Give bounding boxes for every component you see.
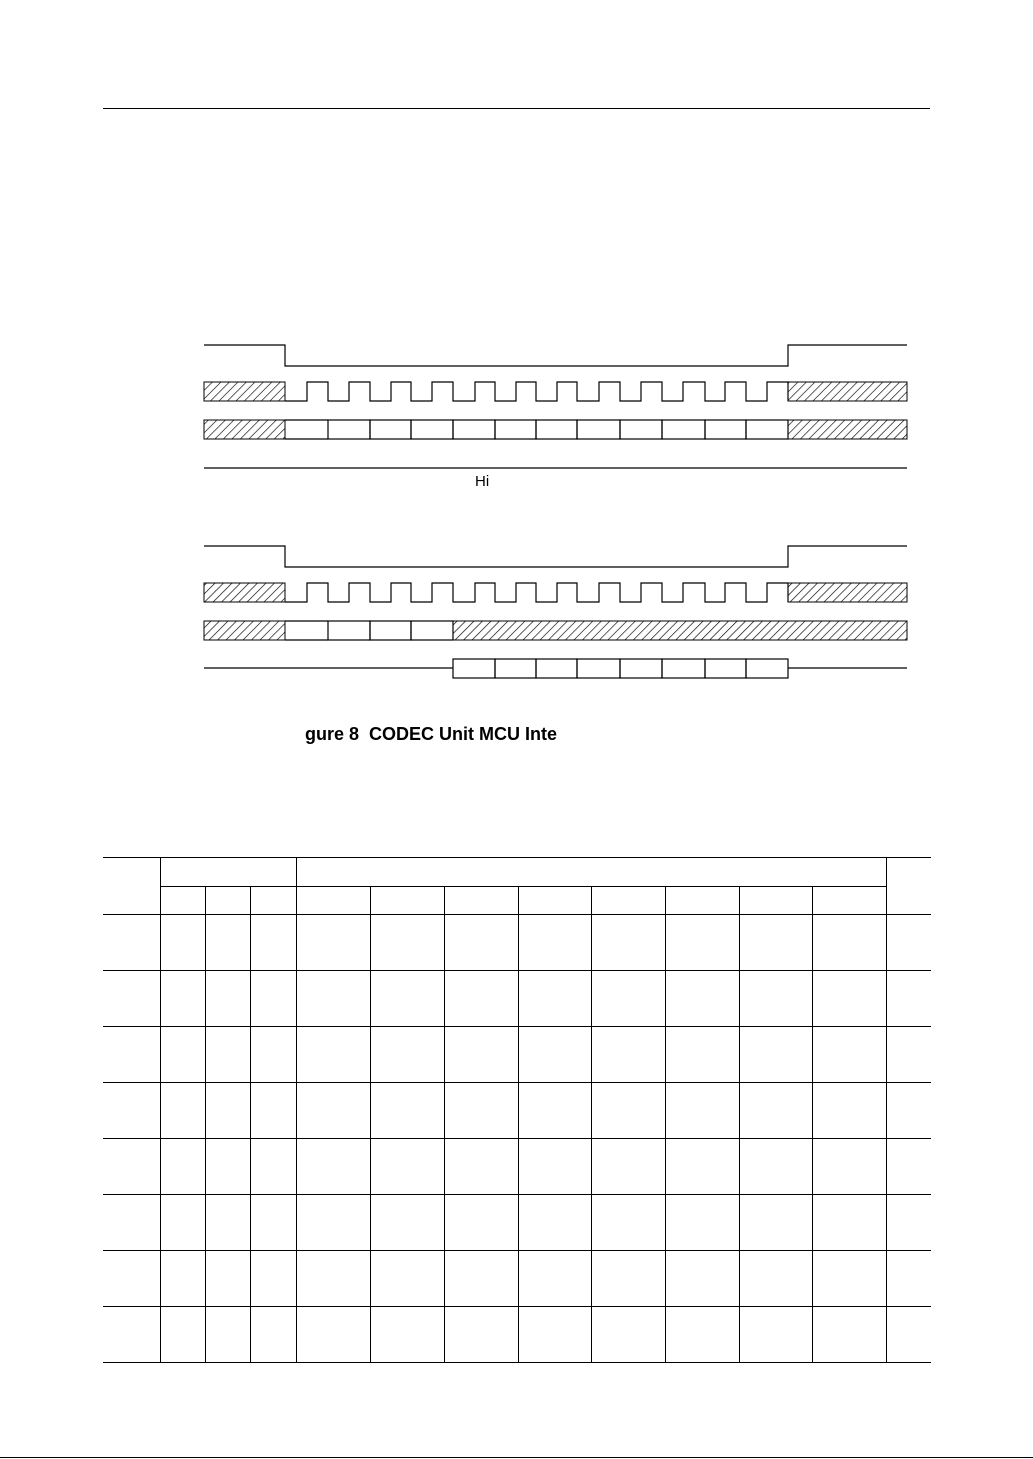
data-bit-write-10	[746, 420, 788, 439]
column-header	[518, 887, 591, 915]
header-group-2	[296, 858, 886, 887]
table-cell	[296, 1195, 370, 1251]
table-cell	[665, 971, 739, 1027]
table-cell	[886, 915, 931, 971]
table-cell	[250, 971, 296, 1027]
output-bit-read-3	[577, 659, 620, 678]
table-cell	[160, 971, 205, 1027]
data-bit-write-6	[577, 420, 620, 439]
table-cell	[444, 971, 518, 1027]
data-bit-write-2	[411, 420, 453, 439]
table-cell	[518, 1195, 591, 1251]
table-cell	[518, 1083, 591, 1139]
table-cell	[296, 1083, 370, 1139]
clk-hatch-right-write	[788, 382, 907, 401]
table-cell	[444, 1307, 518, 1363]
table-cell	[739, 1083, 812, 1139]
table-cell	[739, 1195, 812, 1251]
table-cell	[205, 971, 250, 1027]
output-bit-read-4	[620, 659, 662, 678]
data-bits-read	[328, 621, 453, 640]
table-cell	[205, 1027, 250, 1083]
cs-signal-read	[204, 546, 907, 567]
column-header	[296, 887, 370, 915]
table-row	[103, 971, 931, 1027]
table-cell	[250, 1083, 296, 1139]
table-cell	[160, 1027, 205, 1083]
table-row	[103, 915, 931, 971]
table-cell	[739, 915, 812, 971]
table-row	[103, 1139, 931, 1195]
data-bit-write-5	[536, 420, 577, 439]
data-bit-write-9	[705, 420, 746, 439]
column-header	[250, 887, 296, 915]
table-cell	[296, 1307, 370, 1363]
table-cell	[160, 915, 205, 971]
table-cell	[205, 1195, 250, 1251]
table-cell	[665, 1027, 739, 1083]
table-cell	[370, 915, 444, 971]
table-cell	[518, 1139, 591, 1195]
table-cell	[812, 971, 886, 1027]
cs-signal-write	[204, 345, 907, 366]
table-cell	[591, 1195, 665, 1251]
table-cell	[160, 1195, 205, 1251]
table-cell	[739, 1307, 812, 1363]
hi-label: Hi	[475, 473, 490, 490]
table-cell	[665, 1307, 739, 1363]
table-cell	[370, 1195, 444, 1251]
output-bit-read-6	[705, 659, 746, 678]
output-bit-read-5	[662, 659, 705, 678]
table-cell	[250, 1139, 296, 1195]
table-cell	[739, 1139, 812, 1195]
table-cell	[250, 1251, 296, 1307]
clk-hatch-right-read	[788, 583, 907, 602]
data-bit-write-4	[495, 420, 536, 439]
table-cell	[591, 1027, 665, 1083]
table-cell	[444, 915, 518, 971]
table-cell	[518, 971, 591, 1027]
table-cell	[205, 1307, 250, 1363]
data-hatch-left-read	[204, 621, 285, 640]
output-bit-read-2	[536, 659, 577, 678]
table-cell	[665, 1251, 739, 1307]
table-cell	[886, 1195, 931, 1251]
figure-caption: gure 8 CODEC Unit MCU Inte	[305, 724, 558, 744]
table-cell	[591, 1251, 665, 1307]
table-cell	[812, 1251, 886, 1307]
table-cell	[103, 915, 160, 971]
table-cell	[444, 1139, 518, 1195]
table-cell	[103, 1083, 160, 1139]
register-table	[103, 857, 931, 1363]
table-cell	[739, 1027, 812, 1083]
data-bit-write-8	[662, 420, 705, 439]
table-cell	[250, 1027, 296, 1083]
table-cell	[518, 1307, 591, 1363]
table-cell	[665, 1195, 739, 1251]
table-cell	[444, 1251, 518, 1307]
table-cell	[444, 1027, 518, 1083]
header-group-1	[160, 858, 296, 887]
table-cell	[370, 1139, 444, 1195]
write-cycle	[204, 345, 907, 490]
table-cell	[250, 915, 296, 971]
data-hatch-read-tail	[453, 621, 907, 640]
table-cell	[103, 971, 160, 1027]
column-header	[160, 887, 205, 915]
table-cell	[370, 1083, 444, 1139]
table-cell	[103, 1251, 160, 1307]
table-cell	[370, 1251, 444, 1307]
table-cell	[812, 1307, 886, 1363]
table-cell	[886, 1027, 931, 1083]
clk-signal-read	[285, 583, 788, 602]
table-cell	[296, 1139, 370, 1195]
table-cell	[812, 1083, 886, 1139]
header-group-0	[103, 858, 160, 915]
column-header	[205, 887, 250, 915]
table-row	[103, 1027, 931, 1083]
data-bits-write	[328, 420, 788, 439]
data-bit-write-7	[620, 420, 662, 439]
table-cell	[103, 1027, 160, 1083]
table-cell	[886, 1307, 931, 1363]
output-bit-read-1	[495, 659, 536, 678]
table-cell	[518, 915, 591, 971]
table-cell	[812, 1195, 886, 1251]
table-cell	[591, 1139, 665, 1195]
table-cell	[665, 1083, 739, 1139]
table-cell	[591, 1307, 665, 1363]
table-cell	[886, 1083, 931, 1139]
table-cell	[444, 1083, 518, 1139]
table-cell	[665, 915, 739, 971]
column-header	[812, 887, 886, 915]
column-header	[739, 887, 812, 915]
table-cell	[812, 1139, 886, 1195]
table-row	[103, 1307, 931, 1363]
table-row	[103, 1083, 931, 1139]
output-bits-read	[453, 659, 788, 678]
data-bit-write-0	[328, 420, 370, 439]
data-bit-write-1	[370, 420, 411, 439]
table-cell	[296, 971, 370, 1027]
column-header	[591, 887, 665, 915]
output-bit-read-0	[453, 659, 495, 678]
table-cell	[370, 971, 444, 1027]
table-cell	[370, 1307, 444, 1363]
table-cell	[103, 1139, 160, 1195]
table-cell	[205, 1139, 250, 1195]
table-cell	[205, 915, 250, 971]
table-cell	[160, 1307, 205, 1363]
table-cell	[444, 1195, 518, 1251]
table-cell	[296, 915, 370, 971]
table-cell	[886, 1251, 931, 1307]
page-footer-rule	[0, 1457, 1033, 1458]
data-bit-read-2	[411, 621, 453, 640]
table-cell	[518, 1027, 591, 1083]
table-cell	[591, 1083, 665, 1139]
table-cell	[665, 1139, 739, 1195]
clk-hatch-left-write	[204, 382, 285, 401]
data-bit-read-1	[370, 621, 411, 640]
data-hatch-left-write	[204, 420, 285, 439]
table-cell	[205, 1083, 250, 1139]
table-cell	[370, 1027, 444, 1083]
column-header	[444, 887, 518, 915]
table-cell	[591, 915, 665, 971]
table-cell	[812, 1027, 886, 1083]
table-cell	[296, 1251, 370, 1307]
read-cycle	[204, 546, 907, 678]
table-cell	[160, 1251, 205, 1307]
data-bit-read-0	[328, 621, 370, 640]
table-cell	[296, 1027, 370, 1083]
column-header	[665, 887, 739, 915]
table-cell	[160, 1083, 205, 1139]
data-hatch-right-write	[788, 420, 907, 439]
table-cell	[591, 971, 665, 1027]
table-row	[103, 1195, 931, 1251]
table-cell	[518, 1251, 591, 1307]
header-group-3	[886, 858, 931, 915]
table-cell	[205, 1251, 250, 1307]
table-cell	[739, 1251, 812, 1307]
table-cell	[886, 1139, 931, 1195]
table-cell	[886, 971, 931, 1027]
table-row	[103, 1251, 931, 1307]
clk-hatch-left-read	[204, 583, 285, 602]
table-cell	[103, 1307, 160, 1363]
clk-signal-write	[285, 382, 788, 401]
table-cell	[250, 1307, 296, 1363]
table-cell	[160, 1139, 205, 1195]
table-cell	[739, 971, 812, 1027]
table-cell	[812, 915, 886, 971]
table-cell	[250, 1195, 296, 1251]
output-bit-read-7	[746, 659, 788, 678]
column-header	[370, 887, 444, 915]
data-bit-write-3	[453, 420, 495, 439]
table-cell	[103, 1195, 160, 1251]
